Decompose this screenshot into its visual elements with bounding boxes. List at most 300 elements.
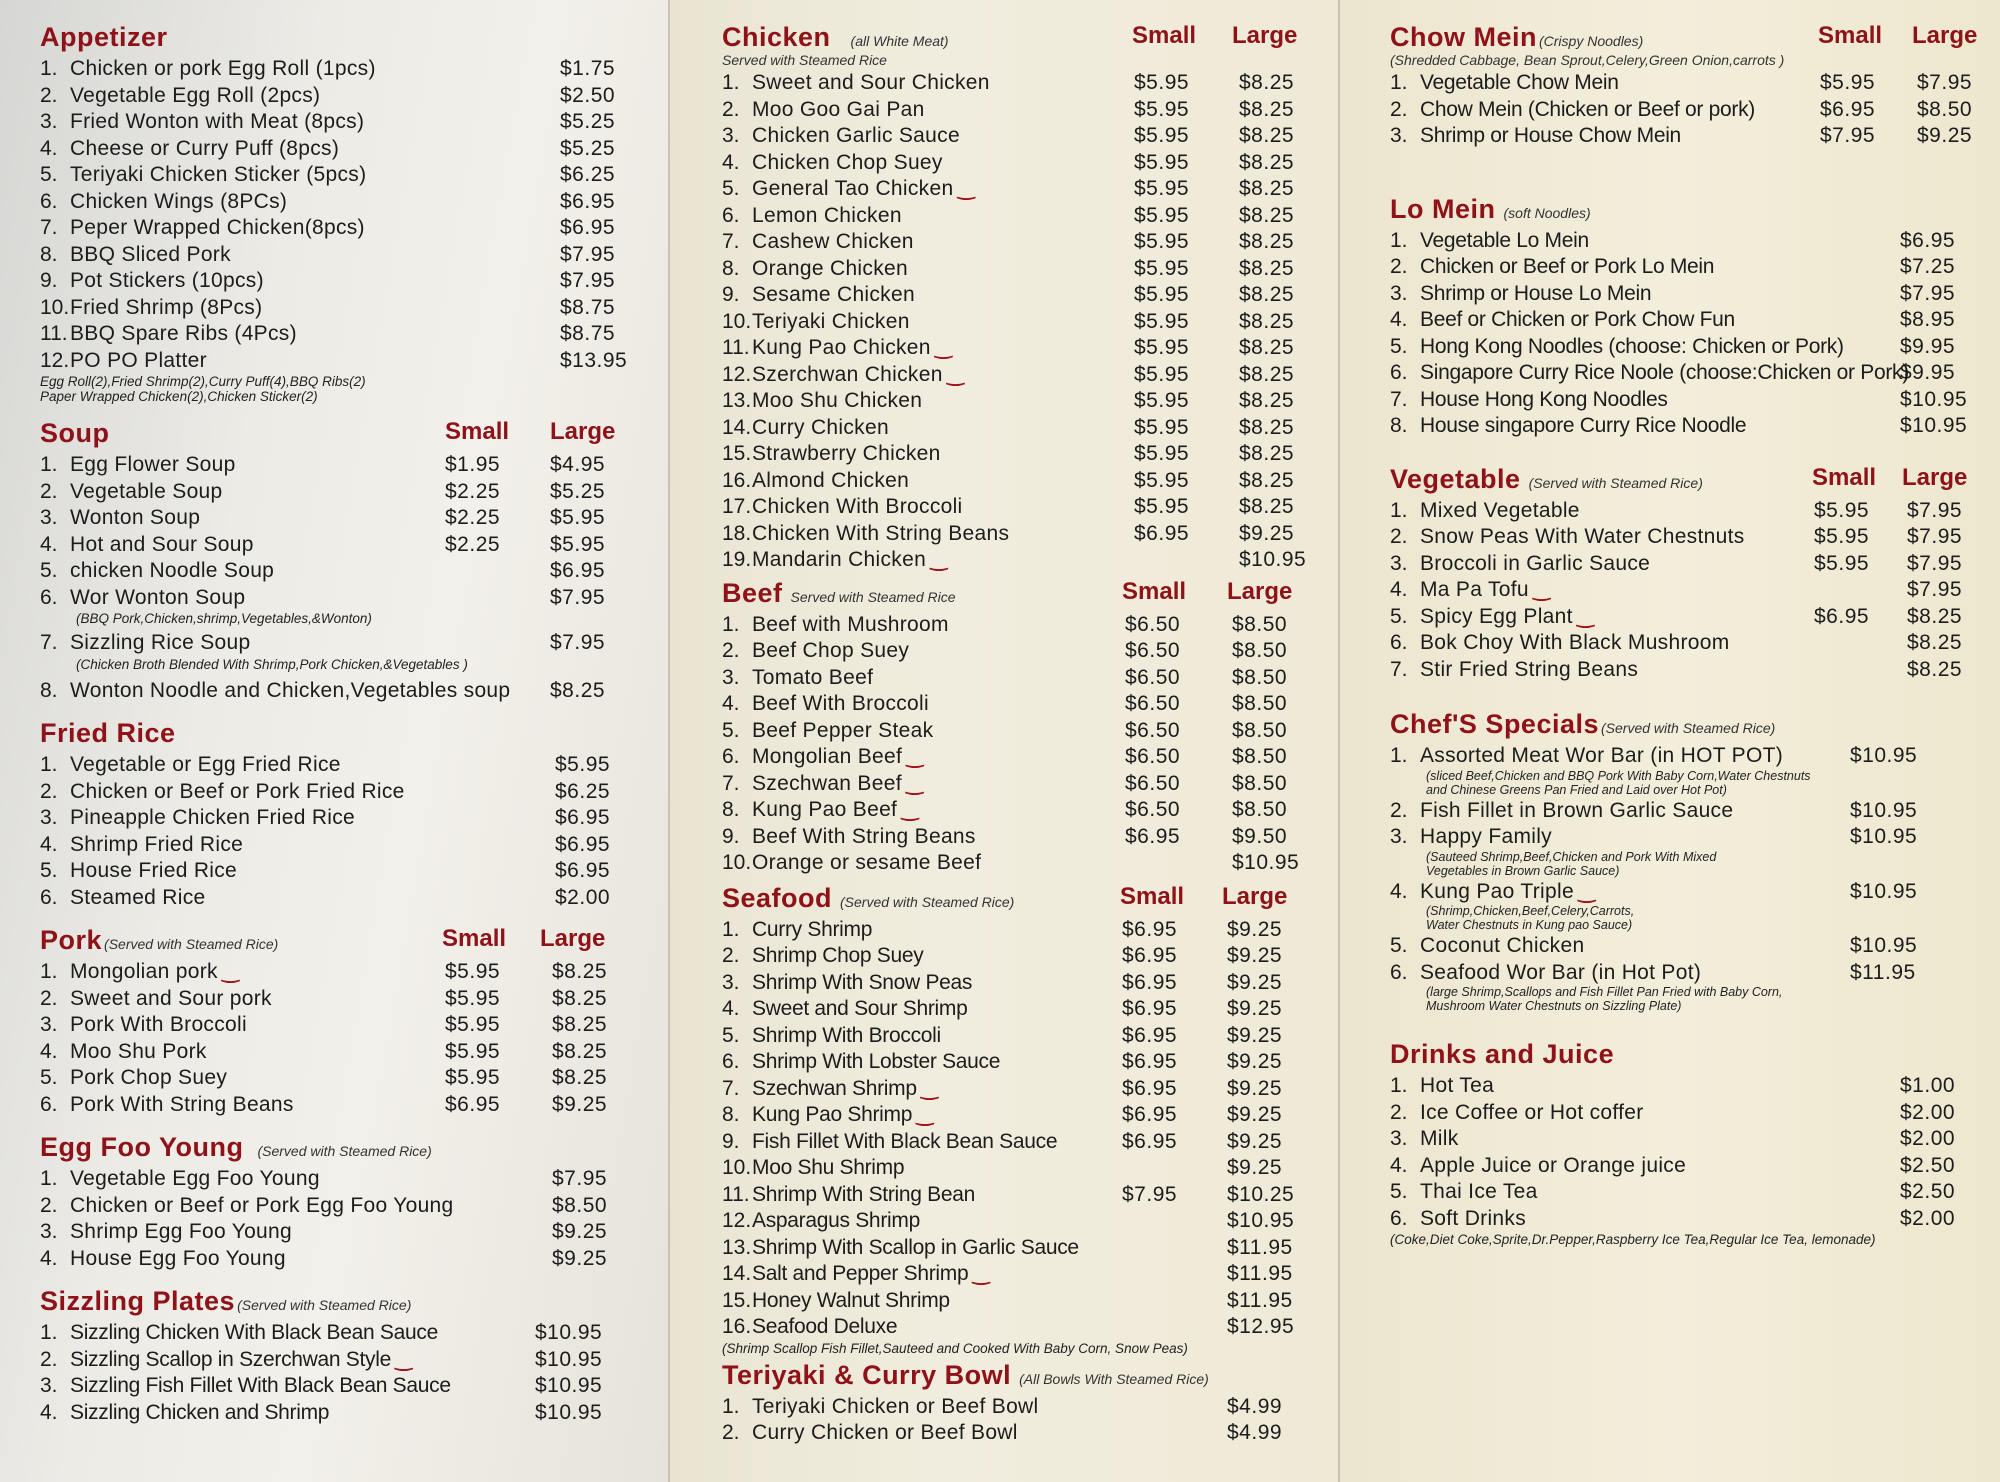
item-name: House Egg Foo Young (70, 1246, 286, 1270)
large-price: $8.50 (1232, 639, 1288, 662)
item-number: 3. (40, 1220, 58, 1243)
item-number: 16. (722, 468, 752, 492)
large-price: $7.95 (550, 631, 606, 654)
menu-item (722, 1394, 1310, 1421)
item-name: Mandarin Chicken (752, 548, 927, 571)
item-name: Cheese or Curry Puff (8pcs) (70, 136, 340, 160)
menu-item (722, 1288, 1310, 1315)
section-header (40, 22, 640, 56)
menu-item (40, 109, 640, 136)
chili-pepper-icon: ‿ (1577, 879, 1596, 903)
menu-item (1390, 933, 1972, 960)
small-price: $1.95 (445, 453, 501, 476)
item-number: 1. (1390, 744, 1408, 767)
large-price: $7.95 (1907, 551, 1963, 575)
item-name: Fish Fillet With Black Bean Sauce (752, 1129, 1058, 1153)
item-price: $10.95 (1900, 414, 1968, 437)
large-price: $8.25 (552, 1013, 608, 1036)
menu-item (722, 150, 1310, 177)
item-name: Honey Walnut Shrimp (752, 1288, 950, 1312)
item-number: 7. (40, 216, 58, 239)
item-price: $5.25 (560, 136, 616, 160)
item-price: $8.95 (1900, 308, 1956, 331)
item-number: 11. (722, 336, 750, 359)
chili-pepper-icon: ‿ (1532, 578, 1551, 601)
item-number: 7. (1390, 387, 1408, 411)
item-number: 3. (722, 124, 740, 147)
item-number: 1. (40, 1167, 58, 1190)
menu-item (1390, 551, 1972, 578)
small-price: $6.50 (1125, 612, 1181, 636)
menu-item (722, 335, 1310, 362)
item-name: Pork With Broccoli (70, 1013, 247, 1036)
item-name: chicken Noodle Soup (70, 559, 275, 582)
menu-item (40, 1039, 640, 1066)
item-name: Vegetable or Egg Fried Rice (70, 753, 341, 776)
chili-pepper-icon: ‿ (916, 1103, 934, 1126)
small-price: $5.95 (445, 1066, 501, 1089)
item-number: 2. (1390, 525, 1408, 548)
item-name: Chicken Chop Suey (752, 150, 943, 174)
menu-item (1390, 413, 1972, 440)
item-name: Curry Chicken (752, 415, 889, 439)
item-number: 1. (722, 917, 740, 941)
small-column-header: Small (1818, 22, 1883, 49)
large-price: $9.25 (1227, 970, 1283, 994)
item-note: (Shrimp Scallop Fish Fillet,Sauteed and Cooked With Baby Corn, Snow Peas) (722, 1340, 1188, 1356)
menu-item (40, 1193, 640, 1220)
item-number: 5. (722, 1023, 740, 1047)
item-name: Kung Pao Chicken (752, 336, 931, 359)
item-name: Soft Drinks (1420, 1206, 1526, 1230)
item-price: $9.95 (1900, 361, 1956, 384)
item-price: $5.25 (560, 110, 616, 133)
small-column-header: Small (1120, 882, 1185, 910)
item-name: Chicken or Beef or Pork Fried Rice (70, 779, 405, 803)
menu-item (722, 1182, 1310, 1209)
small-price: $6.50 (1125, 639, 1181, 662)
item-number: 2. (40, 1347, 58, 1371)
item-name: Wonton Soup (70, 506, 201, 529)
item-name: Asparagus Shrimp (752, 1209, 920, 1232)
menu-item (722, 1102, 1310, 1129)
item-name: Happy Family (1420, 825, 1552, 848)
section-header (1390, 464, 1972, 498)
item-name: PO PO Platter (70, 348, 207, 372)
section-title: Appetizer (40, 22, 168, 52)
item-name: Fried Wonton with Meat (8pcs) (70, 110, 365, 133)
section-note: (all White Meat) (850, 33, 949, 49)
item-price: $6.95 (560, 216, 616, 239)
menu-item (722, 521, 1310, 548)
menu-item (722, 824, 1310, 851)
item-number: 2. (722, 1421, 740, 1444)
menu-item (40, 268, 640, 295)
menu-item (1390, 254, 1972, 281)
item-number: 8. (1390, 414, 1408, 437)
item-note: Egg Roll(2),Fried Shrimp(2),Curry Puff(4),BBQ Ribs(2) (40, 374, 366, 389)
item-price: $2.00 (1900, 1100, 1956, 1124)
small-column-header: Small (442, 925, 507, 952)
section-header (40, 1132, 640, 1166)
item-number: 2. (1390, 798, 1408, 822)
item-number: 3. (40, 506, 58, 529)
item-price: $10.95 (535, 1374, 603, 1397)
small-price: $5.95 (1134, 203, 1190, 227)
section-header (1390, 22, 1978, 56)
section-header (40, 925, 640, 959)
item-number: 2. (722, 944, 740, 967)
section-header (1390, 709, 1972, 743)
item-price: $7.95 (560, 269, 616, 292)
menu-item (40, 630, 640, 657)
section-note: Served with Steamed Rice (790, 588, 956, 605)
item-number: 2. (722, 97, 740, 121)
menu-item (40, 1219, 640, 1246)
item-name: General Tao Chicken (752, 177, 954, 200)
item-number: 15. (722, 442, 752, 465)
menu-item (722, 309, 1310, 336)
section-appetizer (40, 22, 640, 404)
menu-item (1390, 307, 1972, 334)
menu-item (40, 885, 640, 912)
menu-item (722, 229, 1310, 256)
small-column-header: Small (1132, 22, 1197, 49)
item-name: Tomato Beef (752, 665, 874, 689)
menu-item (722, 771, 1310, 798)
item-name: Mixed Vegetable (1420, 498, 1580, 522)
large-price: $8.50 (1232, 665, 1288, 689)
item-number: 12. (40, 348, 70, 372)
chili-pepper-icon: ‿ (946, 362, 965, 386)
chili-pepper-icon: ‿ (1576, 604, 1595, 628)
item-number: 2. (40, 83, 58, 107)
menu-item (40, 189, 640, 216)
left-panel (0, 0, 670, 1482)
item-number: 2. (40, 986, 58, 1010)
large-price: $9.25 (1227, 1050, 1283, 1073)
chili-pepper-icon: ‿ (930, 548, 948, 571)
section-title: Seafood (722, 882, 833, 913)
item-name: Orange or sesame Beef (752, 851, 982, 874)
item-number: 8. (40, 242, 58, 266)
section-header (722, 1360, 1310, 1394)
small-price: $6.95 (1814, 604, 1870, 628)
section-title: Vegetable (1390, 463, 1521, 494)
item-price: $11.95 (1850, 960, 1916, 984)
large-price: $8.25 (1239, 468, 1295, 492)
item-number: 4. (722, 997, 740, 1020)
item-note: (Sauteed Shrimp,Beef,Chicken and Pork With Mixed (1426, 849, 1717, 864)
small-price: $2.25 (445, 532, 501, 556)
item-number: 1. (722, 612, 740, 636)
menu-item (1390, 824, 1972, 851)
menu-item (722, 97, 1310, 124)
item-number: 6. (1390, 361, 1408, 384)
menu-item (722, 718, 1310, 745)
menu-item (40, 1065, 640, 1092)
menu-item (722, 970, 1310, 997)
item-list (722, 612, 1310, 877)
item-number: 8. (722, 256, 740, 280)
large-column-header: Large (1222, 882, 1288, 910)
menu-item (1390, 960, 1972, 987)
item-name: Fried Shrimp (8Pcs) (70, 295, 263, 319)
menu-item (40, 321, 640, 348)
section-title: Fried Rice (40, 718, 176, 748)
item-number: 4. (1390, 578, 1408, 601)
section-title: Chow Mein (1390, 22, 1537, 52)
large-column-header: Large (1232, 22, 1298, 49)
small-price: $6.95 (1122, 1023, 1178, 1047)
chili-pepper-icon: ‿ (901, 798, 919, 821)
large-column-header: Large (1902, 463, 1968, 491)
menu-item (722, 996, 1310, 1023)
item-name: Stir Fried String Beans (1420, 657, 1639, 681)
section-beef (722, 578, 1310, 877)
section-header (40, 418, 640, 452)
small-price: $5.95 (1134, 230, 1190, 253)
small-price: $5.95 (1814, 525, 1870, 548)
item-number: 2. (1390, 97, 1408, 121)
large-price: $9.25 (1227, 997, 1283, 1020)
small-price: $5.95 (1134, 283, 1190, 306)
item-name: Moo Goo Gai Pan (752, 97, 925, 121)
large-price: $9.25 (1227, 1023, 1283, 1047)
large-price: $8.25 (1239, 124, 1295, 147)
menu-item (40, 215, 640, 242)
item-price: $10.95 (1850, 879, 1918, 903)
menu-item (1390, 281, 1972, 308)
section-header (722, 578, 1310, 612)
large-column-header: Large (540, 925, 606, 952)
large-price: $5.95 (550, 506, 606, 529)
item-number: 5. (1390, 934, 1408, 957)
menu-item (1390, 577, 1972, 604)
item-name: Egg Flower Soup (70, 453, 236, 476)
item-number: 5. (40, 1066, 58, 1089)
section-seafood (722, 883, 1310, 1356)
item-name: Chicken Wings (8PCs) (70, 189, 288, 213)
item-number: 2. (40, 779, 58, 803)
menu-item (722, 494, 1310, 521)
item-price: $7.95 (552, 1167, 608, 1190)
item-number: 1. (1390, 498, 1408, 522)
item-number: 19. (722, 548, 752, 571)
item-name: Sesame Chicken (752, 283, 915, 306)
large-price: $9.25 (1227, 1129, 1283, 1153)
section-note: (Served with Steamed Rice) (840, 893, 1015, 910)
section-note: (Served with Steamed Rice) (104, 936, 279, 952)
large-price: $8.25 (1239, 415, 1295, 439)
item-number: 7. (722, 1076, 740, 1100)
item-list (40, 959, 640, 1118)
small-price: $7.95 (1820, 124, 1876, 147)
large-price: $9.25 (1227, 1156, 1283, 1179)
chili-pepper-icon: ‿ (972, 1262, 990, 1285)
large-price: $8.50 (1232, 612, 1288, 636)
item-number: 6. (40, 1092, 58, 1116)
large-price: $12.95 (1227, 1315, 1295, 1338)
right-panel (1340, 0, 2000, 1482)
large-price: $8.50 (1232, 692, 1288, 715)
small-price: $6.95 (1134, 521, 1190, 545)
item-name: Kung Pao Triple (1420, 879, 1574, 903)
section-note: (All Bowls With Steamed Rice) (1019, 1370, 1209, 1387)
small-price: $5.95 (1134, 309, 1190, 333)
item-number: 10. (722, 851, 752, 874)
small-price: $5.95 (1134, 71, 1190, 94)
item-price: $8.75 (560, 295, 616, 319)
item-number: 8. (722, 798, 740, 821)
item-name: BBQ Spare Ribs (4Pcs) (70, 322, 297, 345)
section-note: (Served with Steamed Rice) (1601, 720, 1776, 736)
menu-item (722, 1261, 1310, 1288)
item-number: 6. (1390, 631, 1408, 654)
menu-item (722, 917, 1310, 944)
item-name: Moo Shu Chicken (752, 389, 923, 412)
large-price: $8.25 (1239, 336, 1295, 359)
item-name: Vegetable Egg Foo Young (70, 1167, 320, 1190)
item-name: Apple Juice or Orange juice (1420, 1153, 1687, 1177)
item-name: Chicken or Beef or Pork Lo Mein (1420, 255, 1715, 278)
item-number: 13. (722, 1235, 752, 1259)
item-number: 1. (722, 1394, 740, 1418)
small-price: $5.95 (1134, 256, 1190, 280)
item-name: Hong Kong Noodles (choose: Chicken or Pork) (1420, 334, 1844, 358)
menu-item (40, 162, 640, 189)
large-price: $8.25 (1239, 309, 1295, 333)
small-price: $6.95 (445, 1092, 501, 1116)
large-price: $8.25 (1239, 97, 1295, 121)
item-number: 10. (40, 295, 70, 319)
menu-item (40, 1320, 640, 1347)
item-number: 9. (722, 1129, 740, 1153)
large-price: $8.25 (1239, 442, 1295, 465)
section-chefs-specials (1390, 709, 1972, 1013)
menu-item (1390, 228, 1972, 255)
large-price: $11.95 (1227, 1288, 1293, 1312)
large-price: $8.50 (1917, 97, 1973, 121)
small-price: $2.25 (445, 479, 501, 503)
large-price: $11.95 (1227, 1235, 1293, 1259)
item-price: $5.95 (555, 753, 611, 776)
item-name: Pork Chop Suey (70, 1066, 228, 1089)
item-number: 1. (40, 960, 58, 983)
item-price: $10.95 (1850, 798, 1918, 822)
menu-item (40, 136, 640, 163)
item-number: 5. (40, 859, 58, 882)
item-number: 7. (722, 230, 740, 253)
menu-item (722, 123, 1310, 150)
item-price: $10.95 (1850, 744, 1918, 767)
large-price: $7.95 (1917, 71, 1973, 94)
section-header (1390, 194, 1972, 228)
large-price: $4.95 (550, 453, 606, 476)
item-number: 3. (40, 110, 58, 133)
item-name: Sizzling Chicken With Black Bean Sauce (70, 1321, 438, 1344)
item-name: Kung Pao Beef (752, 798, 898, 821)
item-name: Salt and Pepper Shrimp (752, 1262, 969, 1285)
item-name: Broccoli in Garlic Sauce (1420, 551, 1651, 575)
section-drinks-and-juice (1390, 1039, 1972, 1247)
item-number: 2. (40, 479, 58, 503)
item-number: 4. (40, 136, 58, 160)
small-price: $2.25 (445, 506, 501, 529)
large-price: $7.95 (550, 585, 606, 609)
item-number: 1. (40, 1321, 58, 1344)
large-price: $8.25 (1907, 631, 1963, 654)
item-name: Shrimp With String Bean (752, 1182, 976, 1206)
item-name: Cashew Chicken (752, 230, 914, 253)
item-number: 15. (722, 1288, 752, 1312)
large-price: $8.25 (1239, 362, 1295, 386)
chili-pepper-icon: ‿ (906, 745, 924, 768)
item-price: $1.00 (1900, 1074, 1956, 1097)
large-price: $8.50 (1232, 745, 1288, 768)
item-number: 10. (722, 309, 752, 333)
menu-item (40, 452, 640, 479)
item-note: (sliced Beef,Chicken and BBQ Pork With Baby Corn,Water Chestnuts (1426, 768, 1811, 783)
item-name: Seafood Wor Bar (in Hot Pot) (1420, 960, 1702, 984)
item-number: 5. (722, 177, 740, 200)
small-price: $6.50 (1125, 798, 1181, 821)
item-name: Milk (1420, 1127, 1459, 1150)
item-name: Shrimp or House Chow Mein (1420, 124, 1681, 147)
item-list (1390, 743, 1972, 1013)
menu-item (40, 532, 640, 559)
item-name: Pork With String Beans (70, 1092, 294, 1116)
item-number: 1. (1390, 1074, 1408, 1097)
large-price: $9.25 (1227, 944, 1283, 967)
item-price: $13.95 (560, 348, 628, 372)
menu-item (722, 282, 1310, 309)
item-price: $6.95 (555, 859, 611, 882)
item-note: Water Chestnuts in Kung pao Sauce) (1426, 918, 1633, 932)
section-title: Teriyaki & Curry Bowl (722, 1359, 1012, 1390)
menu-item (722, 1208, 1310, 1235)
item-number: 10. (722, 1156, 752, 1179)
item-name: Szechwan Beef (752, 771, 902, 795)
large-price: $8.25 (1239, 177, 1295, 200)
item-name: Teriyaki Chicken (752, 309, 910, 333)
small-price: $5.95 (1134, 415, 1190, 439)
small-price: $6.95 (1122, 997, 1178, 1020)
item-note: (large Shrimp,Scallops and Fish Fillet Pan Fried with Baby Corn, (1426, 985, 1783, 999)
item-number: 2. (1390, 255, 1408, 278)
item-number: 2. (1390, 1100, 1408, 1124)
section-header (722, 883, 1310, 917)
item-name: Snow Peas With Water Chestnuts (1420, 525, 1745, 548)
item-price: $6.25 (555, 779, 611, 803)
item-price: $10.95 (535, 1347, 603, 1371)
item-number: 3. (1390, 825, 1408, 848)
item-number: 3. (722, 970, 740, 994)
section-egg-foo-young (40, 1132, 640, 1272)
item-number: 2. (40, 1193, 58, 1217)
small-price: $5.95 (1814, 551, 1870, 575)
item-name: Peper Wrapped Chicken(8pcs) (70, 216, 365, 239)
item-number: 1. (722, 71, 740, 94)
item-number: 5. (40, 559, 58, 582)
item-list (722, 70, 1310, 574)
item-name: Chicken With String Beans (752, 521, 1010, 545)
large-price: $10.25 (1227, 1182, 1295, 1206)
large-price: $8.25 (552, 960, 608, 983)
item-note: Vegetables in Brown Garlic Sauce) (1426, 863, 1620, 878)
small-price: $5.95 (445, 1013, 501, 1036)
item-price: $2.50 (1900, 1180, 1956, 1203)
